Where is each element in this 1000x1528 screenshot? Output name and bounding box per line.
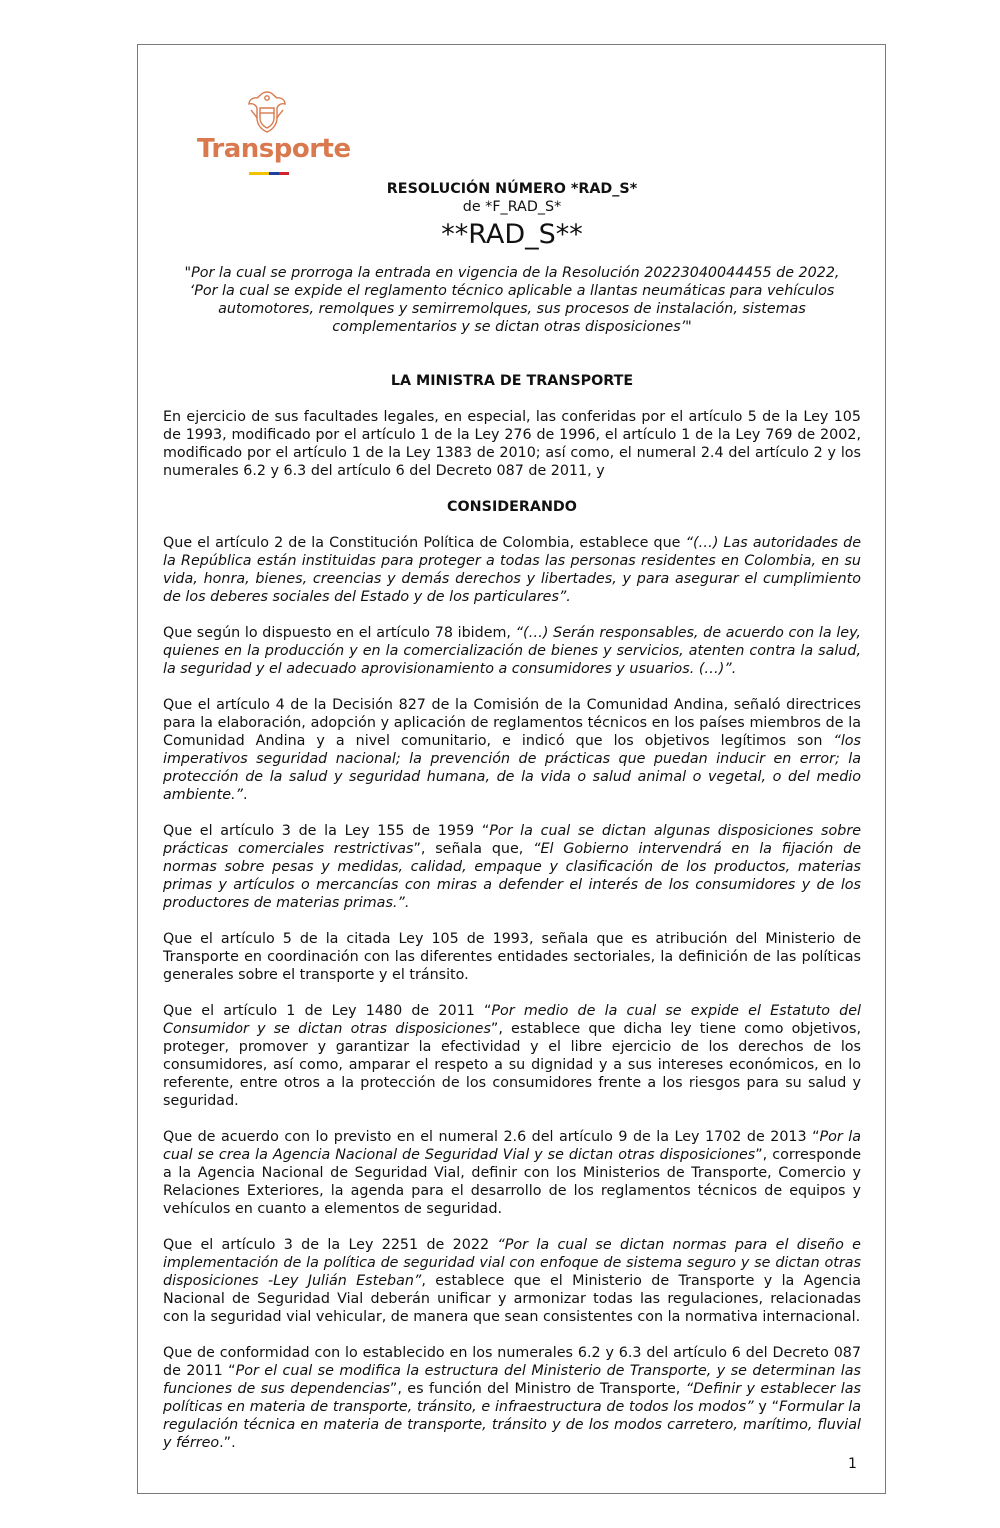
considerando-paragraph: Que el artículo 4 de la Decisión 827 de la Comisión de la Comunidad Andina, señaló directrices para la elaboración, adopción y aplicación de reglamentos técnicos en los países miembros de la Comunidad Andina y a nivel comunitario, e indicó que los objetivos legítimos son “los imperativos seguridad nacional; la prevención de prácticas que puedan inducir en error; la protección de la salud y seguridad humana, de la vida o salud animal o vegetal, o del medio ambiente.”. [163,697,861,803]
flag-red [279,172,289,175]
resolution-date: de *F_RAD_S* [462,199,562,215]
transporte-logo [197,88,351,180]
colombia-flag-stripe [249,172,289,175]
considerando-heading: CONSIDERANDO [447,499,577,515]
considerando-paragraph: Que el artículo 3 de la Ley 155 de 1959 “Por la cual se dictan algunas disposiciones sobre prácticas comerciales restrictivas”, señala que, “El Gobierno intervendrá en la fijación de normas sobre pesas y medidas, calidad, empaque y clasificación de los productos, materias primas y artículos o mercancías con miras a defender el interés de los consumidores y de los productores de materias primas.”. [163,823,861,911]
considerando-paragraph: Que el artículo 3 de la Ley 2251 de 2022 “Por la cual se dictan normas para el diseño e implementación de la política de seguridad vial con enfoque de sistema seguro y se dictan otras disposiciones -Ley Julián Esteban”, establece que el Ministerio de Transporte y la Agencia Nacional de Seguridad Vial deberán unificar y armonizar todas las regulaciones, relacionadas con la seguridad vial vehicular, de manera que sean consistentes con la normativa internacional. [163,1237,861,1325]
resolution-epigraph: "Por la cual se prorroga la entrada en vigencia de la Resolución 20223040044455 de 2022, ‘Por la cual se expide el reglamento técnico aplicable a llantas neumáticas para vehículos automotores, remolques y semirremolques, sus procesos de instalación, sistemas complementarios y se dictan otras disposiciones’" [184,265,840,335]
considerando-paragraph: Que según lo dispuesto en el artículo 78 ibidem, “(…) Serán responsables, de acuerdo con la ley, quienes en la producción y en la comercialización de bienes y servicios, atenten contra la salud, la seguridad y el adecuado aprovisionamiento a consumidores y usuarios. (…)”. [163,625,861,677]
flag-blue [269,172,279,175]
resolution-number: **RAD_S** [441,219,583,250]
document-body [163,180,861,1452]
authority-heading: LA MINISTRA DE TRANSPORTE [390,373,634,389]
considerando-paragraph: Que el artículo 1 de Ley 1480 de 2011 “Por medio de la cual se expide el Estatuto del Consumidor y se dictan otras disposiciones”, establece que dicha ley tiene como objetivos, proteger, promover y garantizar la efectividad y el libre ejercicio de los derechos de los consumidores, así como, amparar el respeto a su dignidad y a sus intereses económicos, en lo referente, entre otros a la protección de los consumidores frente a los riesgos para su salud y seguridad. [163,1003,862,1109]
considerando-paragraph: Que de conformidad con lo establecido en los numerales 6.2 y 6.3 del artículo 6 del Decreto 087 de 2011 “Por el cual se modifica la estructura del Ministerio de Transporte, y se determinan las funciones de sus dependencias”, es función del Ministro de Transporte, “Definir y establecer las políticas en materia de transporte, tránsito, e infraestructura de todos los modos” y “Formular la regulación técnica en materia de transporte, tránsito y de los modos carretero, marítimo, fluvial y férreo.”. [163,1345,861,1451]
transporte-wordmark: Transporte [197,134,351,164]
preamble: En ejercicio de sus facultades legales, en especial, las conferidas por el artículo 5 de la Ley 105 de 1993, modificado por el artículo 1 de la Ley 276 de 1996, el artículo 1 de la Ley 769 de 2002, modificado por el artículo 1 de la Ley 1383 de 2010; así como, el numeral 2.4 del artículo 2 y los numerales 6.2 y 6.3 del artículo 6 del Decreto 087 de 2011, y [163,409,861,479]
flag-yellow [249,172,269,175]
considerando-paragraph: Que el artículo 2 de la Constitución Política de Colombia, establece que “(…) Las autoridades de la República están instituidas para proteger a todas las personas residentes en Colombia, en su vida, honra, bienes, creencias y demás derechos y libertades, y para asegurar el cumplimiento de los deberes sociales del Estado y de los particulares”. [163,535,861,605]
considerando-paragraph: Que de acuerdo con lo previsto en el numeral 2.6 del artículo 9 de la Ley 1702 de 2013 “Por la cual se crea la Agencia Nacional de Seguridad Vial y se dictan otras disposiciones”, corresponde a la Agencia Nacional de Seguridad Vial, definir con los Ministerios de Transporte, Comercio y Relaciones Exteriores, la agenda para el desarrollo de los reglamentos técnicos de equipos y vehículos en cuanto a elementos de seguridad. [163,1129,862,1217]
considerando-paragraph: Que el artículo 5 de la citada Ley 105 de 1993, señala que es atribución del Ministerio de Transporte en coordinación con las diferentes entidades sectoriales, la definición de las políticas generales sobre el transporte y el tránsito. [163,931,861,983]
coat-of-arms-icon [245,88,289,134]
resolution-title: RESOLUCIÓN NÚMERO *RAD_S* [386,181,638,197]
page-number: 1 [848,1456,857,1472]
